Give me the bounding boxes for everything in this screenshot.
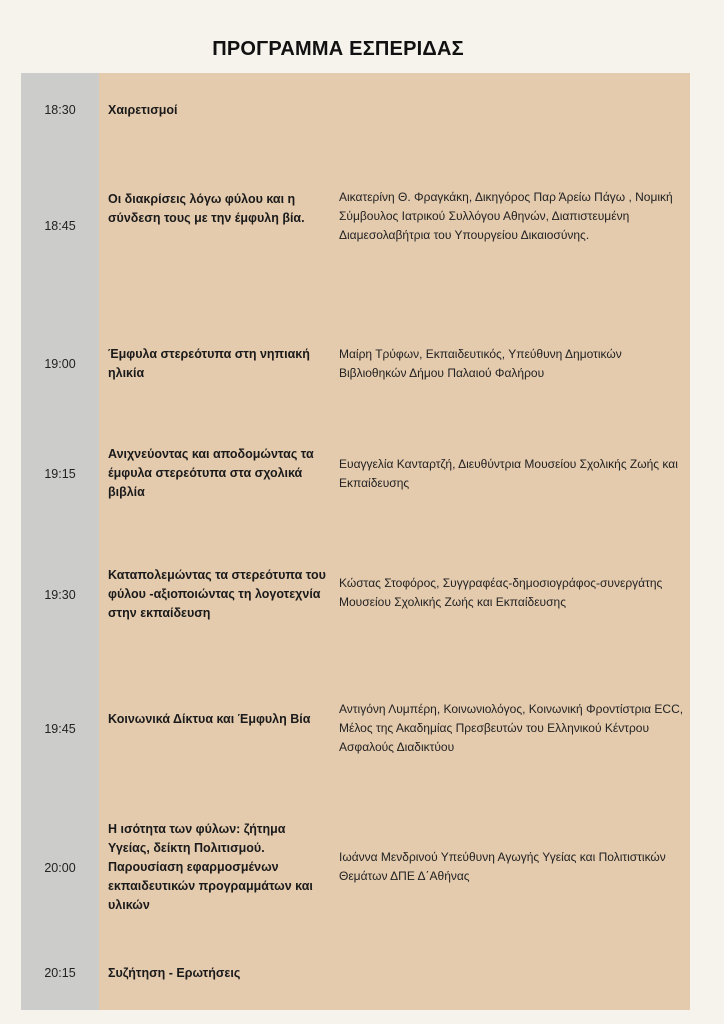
schedule-row <box>21 691 690 767</box>
session-time: 19:00 <box>44 357 76 371</box>
session-speaker: Αικατερίνη Θ. Φραγκάκη, Δικηγόρος Παρ Άρείω Πάγω , Νομική Σύμβουλος Ιατρικού Συλλόγου Αθηνών, Διαπιστευμένη Διαμεσολαβήτρια του Υπουργείου Δικαιοσύνης. <box>339 190 673 242</box>
session-topic: Καταπολεμώντας τα στερεότυπα του φύλου -αξιοποιώντας τη λογοτεχνία στην εκπαίδευση <box>108 568 326 620</box>
session-speaker: Μαίρη Τρύφων, Εκπαιδευτικός, Υπεύθυνη Δημοτικών Βιβλιοθηκών Δήμου Παλαιού Φαλήρου <box>339 347 622 380</box>
schedule-row <box>21 963 690 983</box>
session-time: 19:30 <box>44 587 76 602</box>
session-topic: Ανιχνεύοντας και αποδομώντας τα έμφυλα στερεότυπα στα σχολικά βιβλία <box>108 447 314 499</box>
session-time: 19:45 <box>44 722 76 736</box>
schedule-row <box>21 188 690 264</box>
session-time: 18:30 <box>44 103 76 117</box>
page-title: ΠΡΟΓΡΑΜΜΑ ΕΣΠΕΡΙΔΑΣ <box>212 38 464 60</box>
schedule-row <box>21 445 690 502</box>
schedule-row <box>21 820 690 915</box>
session-topic: Η ισότητα των φύλων: ζήτημα Υγείας, δείκτη Πολιτισμού. Παρουσίαση εφαρμοσμένων εκπαιδευτικών προγραμμάτων και υλικών <box>108 822 313 912</box>
session-topic: Έμφυλα στερεότυπα στη νηπιακή ηλικία <box>108 347 310 380</box>
session-topic: Οι διακρίσεις λόγω φύλου και η σύνδεση τους με την έμφυλη βία. <box>108 192 305 225</box>
session-speaker: Ιωάννα Μενδρινού Υπεύθυνη Αγωγής Υγείας και Πολιτιστικών Θεμάτων ΔΠΕ Δ΄Αθήνας <box>339 850 666 883</box>
session-time: 19:15 <box>44 466 76 481</box>
session-topic: Συζήτηση - Ερωτήσεις <box>108 965 241 980</box>
session-speaker: Αντιγόνη Λυμπέρη, Κοινωνιολόγος, Κοινωνική Φροντίστρια ECC, Μέλος της Ακαδημίας Πρεσβευτών του Ελληνικού Κέντρου Ασφαλούς Διαδικτύου <box>339 702 684 754</box>
session-topic: Χαιρετισμοί <box>108 102 178 117</box>
session-time: 20:15 <box>44 966 76 980</box>
schedule-row <box>21 566 690 623</box>
session-time: 20:00 <box>44 860 76 875</box>
session-time: 18:45 <box>44 219 76 233</box>
schedule-row <box>21 100 690 120</box>
session-speaker: Ευαγγελία Κανταρτζή, Διευθύντρια Μουσείου Σχολικής Ζωής και Εκπαίδευσης <box>339 457 678 490</box>
session-topic: Κοινωνικά Δίκτυα και Έμφυλη Βία <box>108 712 311 726</box>
session-speaker: Κώστας Στοφόρος, Συγγραφέας-δημοσιογράφος-συνεργάτης Μουσείου Σχολικής Ζωής και Εκπαίδευσης <box>339 576 663 609</box>
schedule-row <box>21 345 690 383</box>
